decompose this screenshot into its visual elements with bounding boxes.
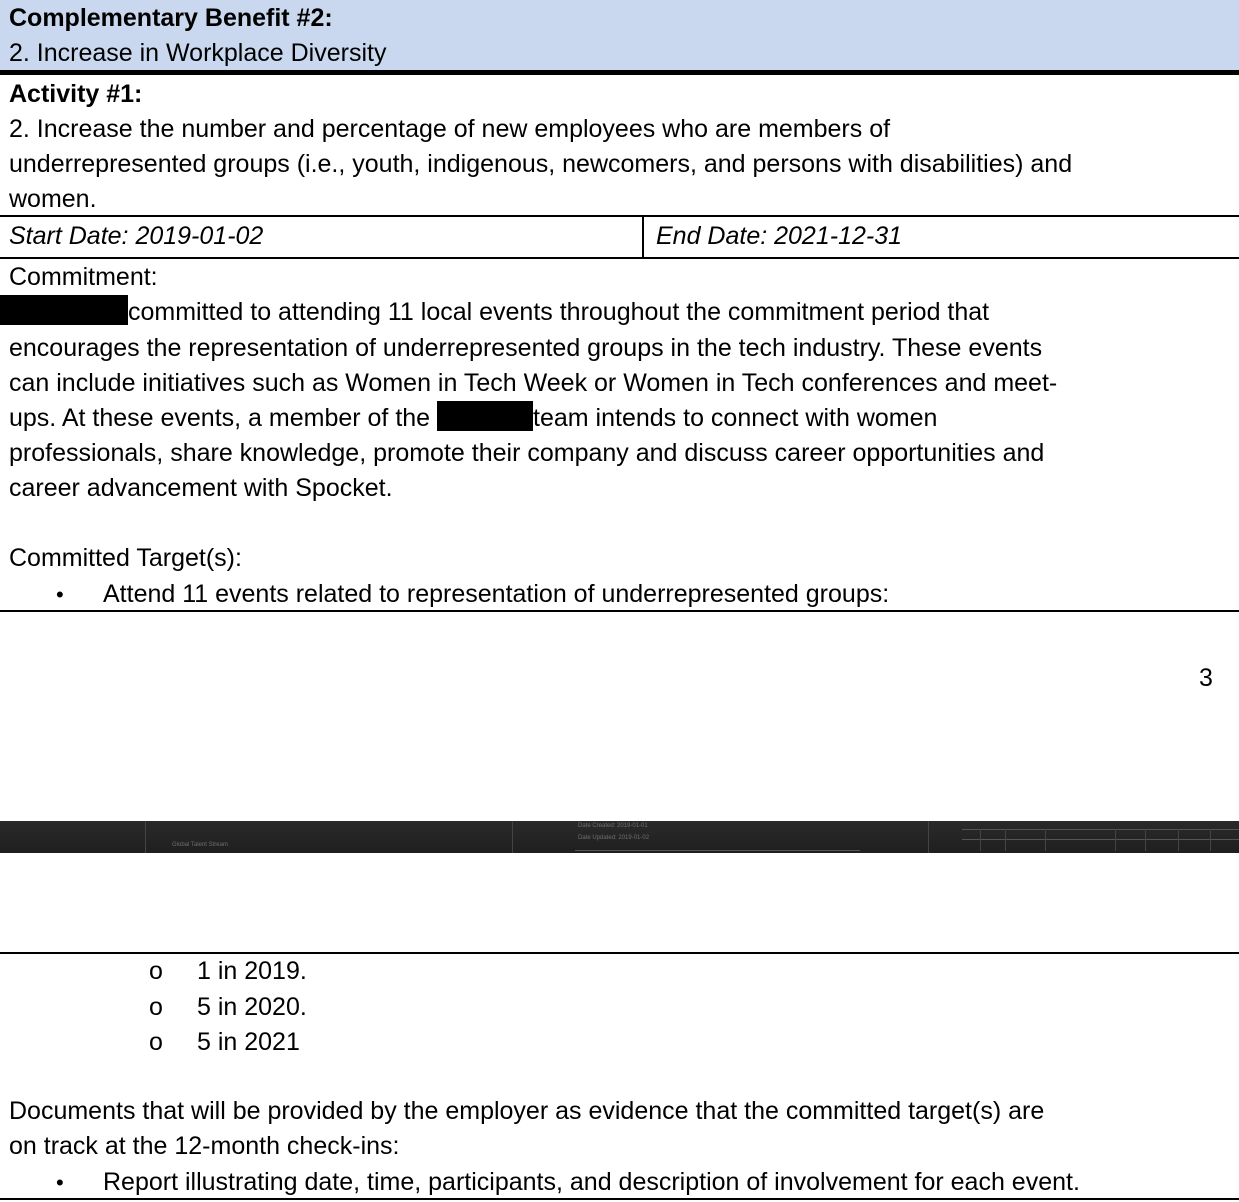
end-date: End Date: 2021-12-31 — [656, 222, 903, 250]
benefit-title: Complementary Benefit #2: — [9, 4, 333, 32]
documents-bottom-rule — [0, 1198, 1239, 1200]
sub-bullet-icon: o — [149, 1028, 163, 1056]
redaction-block — [437, 401, 533, 431]
activity-text-line: women. — [9, 185, 97, 213]
scan-strip-text: Date Updated: 2019-01-02 — [578, 835, 650, 841]
page-number: 3 — [1199, 664, 1213, 692]
commitment-line: professionals, share knowledge, promote their company and discuss career opportunities and — [9, 439, 1045, 467]
start-date: Start Date: 2019-01-02 — [9, 222, 264, 250]
documents-line: on track at the 12-month check-ins: — [9, 1132, 400, 1160]
page-top-rule — [0, 952, 1239, 954]
documents-line: Documents that will be provided by the employer as evidence that the committed target(s) are — [9, 1097, 1045, 1125]
activity-text-line: underrepresented groups (i.e., youth, indigenous, newcomers, and persons with disabilities) and — [9, 150, 1073, 178]
documents-bullet: Report illustrating date, time, participants, and description of involvement for each event. — [103, 1168, 1080, 1196]
scan-strip-text: Date Created: 2019-01-01 — [578, 823, 648, 829]
target-bullet: Attend 11 events related to representation of underrepresented groups: — [103, 580, 890, 608]
commitment-line: encourages the representation of underrepresented groups in the tech industry. These events — [9, 334, 1043, 362]
scan-strip-text: Global Talent Stream — [172, 842, 228, 848]
sub-bullet-icon: o — [149, 993, 163, 1021]
activity-label: Activity #1: — [9, 80, 143, 108]
redaction-block — [0, 295, 128, 325]
target-sub-item: 1 in 2019. — [197, 957, 307, 985]
targets-label: Committed Target(s): — [9, 544, 242, 572]
activity-text-line: 2. Increase the number and percentage of new employees who are members of — [9, 115, 891, 143]
dates-top-rule — [0, 215, 1239, 217]
commitment-label: Commitment: — [9, 263, 158, 291]
dates-bottom-rule — [0, 257, 1239, 259]
target-sub-item: 5 in 2021 — [197, 1028, 300, 1056]
target-sub-item: 5 in 2020. — [197, 993, 307, 1021]
commitment-line: committed to attending 11 local events throughout the commitment period that — [0, 295, 989, 330]
commitment-line: ups. At these events, a member of the team intends to connect with women — [9, 401, 937, 436]
scan-strip — [0, 821, 1239, 853]
commitment-line: can include initiatives such as Women in Tech Week or Women in Tech conferences and meet- — [9, 369, 1058, 397]
commitment-line: career advancement with Spocket. — [9, 474, 393, 502]
dates-divider — [642, 216, 644, 258]
bullet-icon: • — [56, 582, 64, 607]
bullet-icon: • — [56, 1170, 64, 1195]
sub-bullet-icon: o — [149, 957, 163, 985]
header-divider — [0, 70, 1239, 75]
page-bottom-rule — [0, 610, 1239, 612]
benefit-subtitle: 2. Increase in Workplace Diversity — [9, 39, 387, 67]
